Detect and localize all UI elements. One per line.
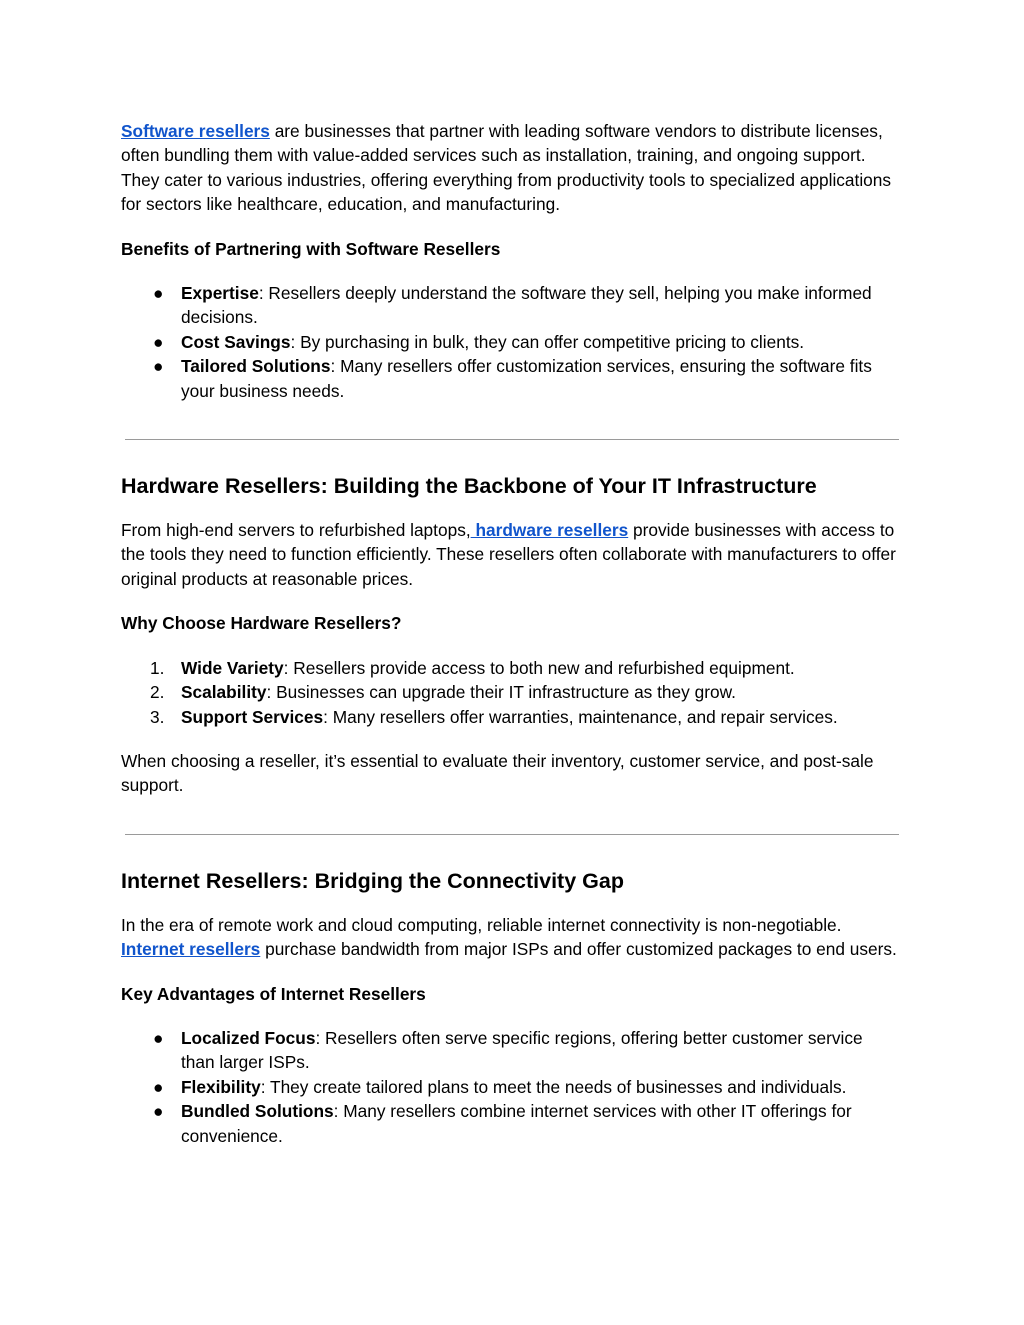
- list-item: [121, 656, 901, 680]
- list-item: [121, 330, 901, 354]
- benefit-text: : By purchasing in bulk, they can offer competitive pricing to clients.: [290, 331, 805, 352]
- advantage-text: : Resellers often serve specific regions, offering better customer service than larger ISPs.: [181, 1027, 863, 1073]
- list-number: 1.: [150, 657, 165, 678]
- internet-intro-after: purchase bandwidth from major ISPs and offer customized packages to end users.: [260, 939, 897, 960]
- benefit-term: Cost Savings: [181, 331, 291, 352]
- reason-term: Wide Variety: [181, 657, 284, 678]
- internet-resellers-link[interactable]: Internet resellers: [121, 939, 261, 960]
- hardware-closing-paragraph: When choosing a reseller, it’s essential to evaluate their inventory, customer service, and post-sale support.: [121, 750, 874, 796]
- advantage-term: Localized Focus: [181, 1027, 316, 1048]
- bullet-marker: ●: [153, 331, 164, 352]
- section-divider: [125, 834, 899, 835]
- advantage-term: Bundled Solutions: [181, 1101, 334, 1122]
- internet-advantages-heading: Key Advantages of Internet Resellers: [121, 983, 426, 1004]
- internet-intro-paragraph: [121, 913, 901, 962]
- hardware-intro-after: provide businesses with access to the tools they need to function efficiently. These resellers often collaborate with manufacturers to offer original products at reasonable prices.: [121, 520, 896, 589]
- bullet-marker: ●: [153, 1027, 164, 1048]
- reason-term: Support Services: [181, 706, 324, 727]
- software-intro-text: are businesses that partner with leading software vendors to distribute licenses, often bundling them with value-added services such as installation, training, and ongoing support. They cater to various industries, offering everything from productivity tools to specialized applications for sectors like healthcare, education, and manufacturing.: [121, 121, 892, 215]
- reason-text: : Many resellers offer warranties, maintenance, and repair services.: [323, 706, 838, 727]
- reason-text: : Businesses can upgrade their IT infrastructure as they grow.: [266, 682, 736, 703]
- list-number: 2.: [150, 682, 165, 703]
- hardware-reasons-list: [121, 656, 901, 729]
- advantage-text: : They create tailored plans to meet the needs of businesses and individuals.: [260, 1076, 847, 1097]
- benefit-text: : Many resellers offer customization services, ensuring the software fits your business needs.: [181, 356, 872, 401]
- section-divider: [125, 439, 899, 440]
- list-item: [121, 1099, 901, 1148]
- bullet-marker: ●: [153, 1101, 164, 1122]
- list-item: [121, 705, 901, 729]
- bullet-marker: ●: [153, 356, 164, 377]
- list-item: [121, 680, 901, 704]
- bullet-marker: ●: [153, 1076, 164, 1097]
- bullet-marker: ●: [153, 283, 164, 304]
- software-resellers-link[interactable]: Software resellers: [121, 121, 270, 141]
- benefit-term: Tailored Solutions: [181, 356, 331, 377]
- reason-text: : Resellers provide access to both new and refurbished equipment.: [283, 657, 795, 678]
- software-benefits-list: [121, 281, 901, 403]
- benefit-term: Expertise: [181, 283, 259, 304]
- list-item: [121, 354, 901, 403]
- document-content: [121, 119, 901, 1148]
- hardware-intro-before: From high-end servers to refurbished laptops,: [121, 520, 471, 541]
- internet-intro-before: In the era of remote work and cloud computing, reliable internet connectivity is non-negotiable.: [121, 914, 842, 935]
- list-number: 3.: [150, 706, 165, 727]
- hardware-heading: Hardware Resellers: Building the Backbone of Your IT Infrastructure: [121, 474, 817, 499]
- software-intro-paragraph: [121, 119, 901, 217]
- hardware-intro-paragraph: [121, 518, 901, 591]
- benefit-text: : Resellers deeply understand the software they sell, helping you make informed decisions.: [181, 283, 872, 328]
- hardware-why-heading: Why Choose Hardware Resellers?: [121, 613, 402, 634]
- list-item: [121, 281, 901, 330]
- advantage-term: Flexibility: [181, 1076, 261, 1097]
- software-benefits-heading: Benefits of Partnering with Software Resellers: [121, 238, 501, 259]
- advantage-text: : Many resellers combine internet services with other IT offerings for convenience.: [181, 1101, 852, 1146]
- list-item: [121, 1026, 901, 1075]
- hardware-resellers-link[interactable]: hardware resellers: [470, 520, 629, 541]
- internet-heading: Internet Resellers: Bridging the Connectivity Gap: [121, 868, 624, 893]
- list-item: [121, 1075, 901, 1099]
- internet-advantages-list: [121, 1026, 901, 1148]
- reason-term: Scalability: [181, 682, 267, 703]
